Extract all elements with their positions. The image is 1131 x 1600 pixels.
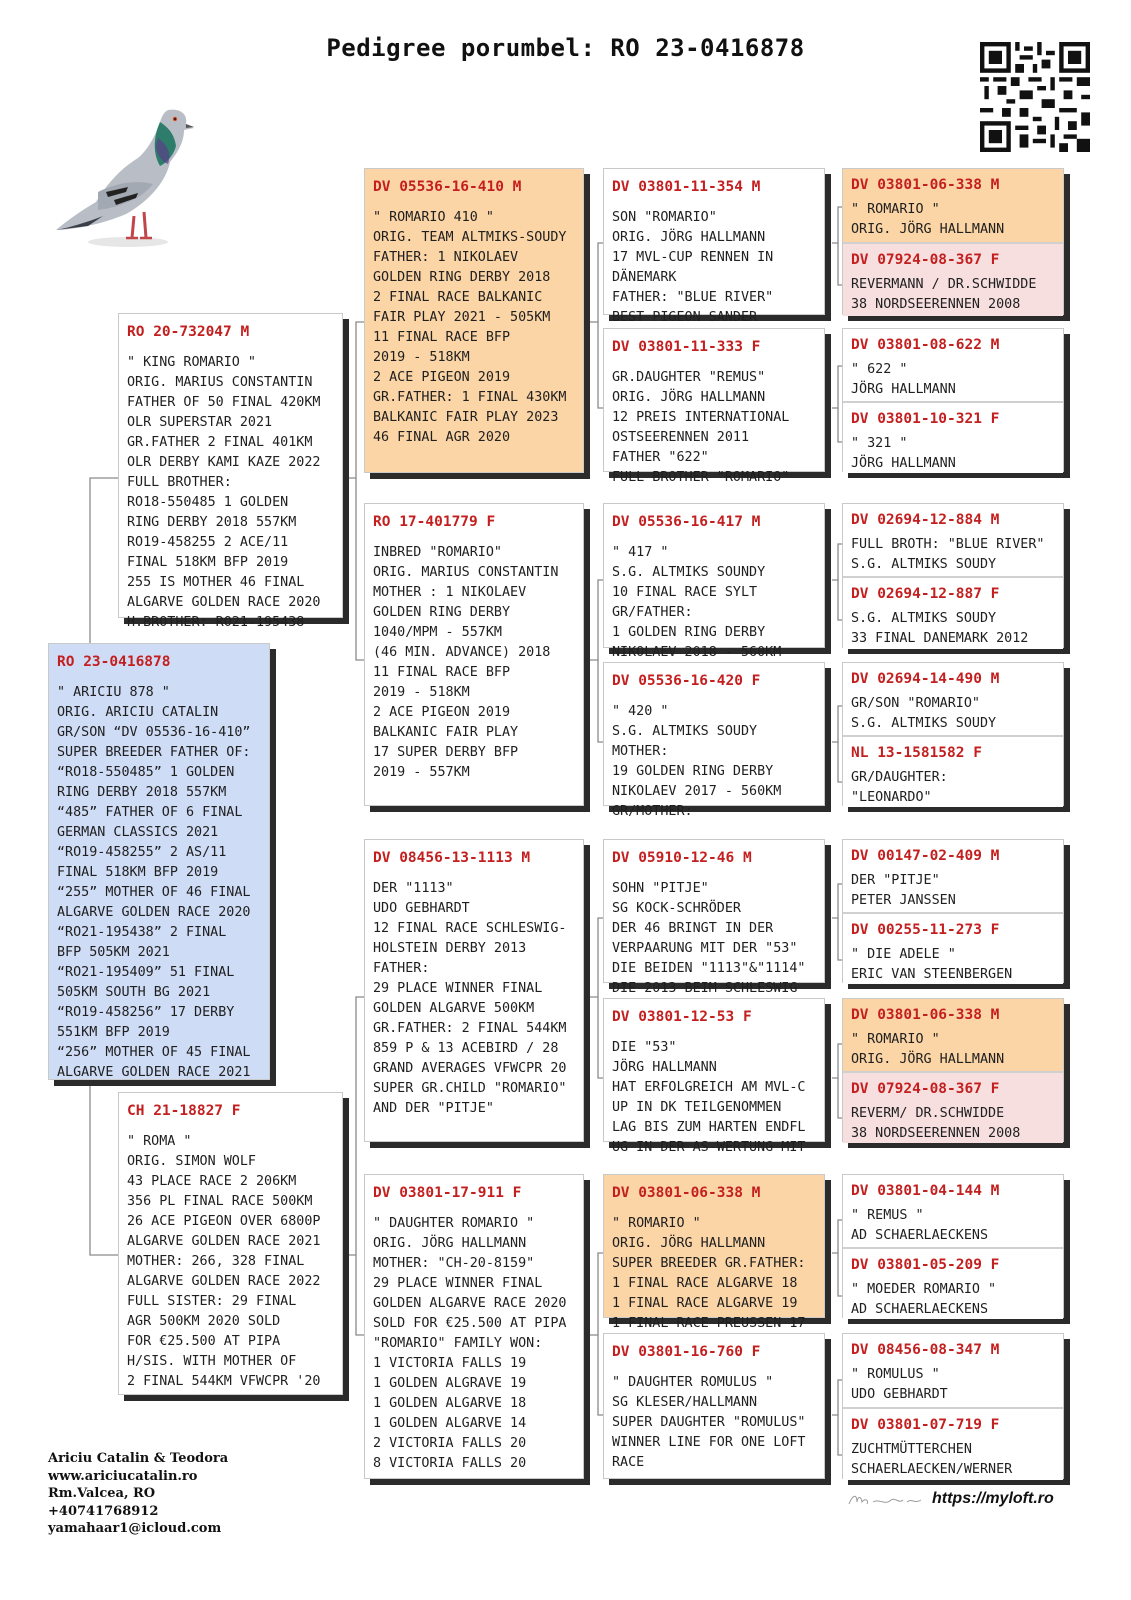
gen4-ring-number: DV 03801-06-338 M [851, 1007, 1000, 1023]
great-grandparent-ring-number: DV 05910-12-46 M [612, 850, 752, 866]
grandparent-card[interactable] [364, 503, 584, 806]
grandparent-info: DER "1113" UDO GEBHARDT 12 FINAL RACE SCHLESWIG- HOLSTEIN DERBY 2013 FATHER: 29 PLACE WINNER FINAL GOLDEN ALGARVE 500KM GR.FATHER: 2 FINAL 544KM 859 P & 13 ACEBIRD / 28 GRAND AVERAGES VFWCPR 20 SUPER GR.CHILD "ROMARIO" AND DER "PITJE" [373, 881, 567, 1116]
great-grandparent-ring-number: DV 03801-11-333 F [612, 339, 761, 355]
gen4-info: DER "PITJE" PETER JANSSEN [851, 873, 956, 908]
gen4-ring-number: DV 03801-06-338 M [851, 177, 1000, 193]
grandparent-ring-number: DV 08456-13-1113 M [373, 850, 531, 866]
gen4-pair-card[interactable] [842, 328, 1064, 472]
gen4-dam-entry[interactable] [843, 1073, 1063, 1143]
great-grandparent-card[interactable] [603, 1174, 825, 1331]
gen4-ring-number: DV 03801-07-719 F [851, 1417, 1000, 1433]
gen4-info: GR/SON "ROMARIO" S.G. ALTMIKS SOUDY [851, 696, 997, 731]
gen4-dam-entry[interactable] [843, 914, 1063, 984]
gen4-sire-entry[interactable] [843, 999, 1063, 1071]
gen4-dam-entry[interactable] [843, 737, 1063, 807]
gen4-info: ZUCHTMÜTTERCHEN SCHAERLAECKEN/WERNER [851, 1442, 1013, 1477]
gen4-pair-card[interactable] [842, 168, 1064, 315]
gen4-dam-entry[interactable] [843, 244, 1063, 316]
gen4-ring-number: DV 03801-10-321 F [851, 411, 1000, 427]
great-grandparent-card[interactable] [603, 839, 825, 996]
gen4-ring-number: DV 02694-14-490 M [851, 671, 1000, 687]
gen4-info: " ROMARIO " ORIG. JÖRG HALLMANN [851, 1032, 1005, 1067]
gen4-dam-entry[interactable] [843, 1409, 1063, 1480]
dam-ring-number: CH 21-18827 F [127, 1103, 241, 1119]
great-grandparent-info: " DAUGHTER ROMULUS " SG KLESER/HALLMANN SUPER DAUGHTER "ROMULUS" WINNER LINE FOR ONE LOFT RACE [612, 1375, 806, 1470]
subject-ring-number: RO 23-0416878 [57, 654, 171, 670]
dam-card[interactable] [118, 1092, 343, 1395]
great-grandparent-info: " ROMARIO " ORIG. JÖRG HALLMANN SUPER BREEDER GR.FATHER: 1 FINAL RACE ALGARVE 18 1 FINAL RACE ALGARVE 19 1 FINAL RACE PREUSSEN 17 [612, 1216, 806, 1331]
gen4-info: " DIE ADELE " ERIC VAN STEENBERGEN [851, 947, 1013, 982]
gen4-dam-entry[interactable] [843, 403, 1063, 473]
grandparent-ring-number: DV 03801-17-911 F [373, 1185, 522, 1201]
great-grandparent-card[interactable] [603, 168, 825, 325]
gen4-sire-entry[interactable] [843, 1334, 1063, 1407]
great-grandparent-ring-number: DV 03801-11-354 M [612, 179, 761, 195]
gen4-info: REVERMANN / DR.SCHWIDDE 38 NORDSEERENNEN 2008 [851, 277, 1037, 312]
breeder-email-link[interactable]: yamahaar1@icloud.com [48, 1521, 222, 1536]
sire-info: " KING ROMARIO " ORIG. MARIUS CONSTANTIN FATHER OF 50 FINAL 420KM OLR SUPERSTAR 2021 GR.FATHER 2 FINAL 401KM OLR DERBY KAMI KAZE 2022 FULL BROTHER: RO18-550485 1 GOLDEN RING DERBY 2018 557KM RO19-458255 2 ACE/11 FINAL 518KM BFP 2019 255 IS MOTHER 46 FINAL ALGARVE GOLDEN RACE 2020 H.BROTHER: RO21-195438 [127, 355, 321, 630]
breeder-name: Ariciu Catalin & Teodora [48, 1451, 229, 1466]
sire-card[interactable] [118, 313, 343, 630]
great-grandparent-ring-number: DV 03801-06-338 M [612, 1185, 761, 1201]
sire-ring-number: RO 20-732047 M [127, 324, 250, 340]
gen4-pair-card[interactable] [842, 1333, 1064, 1479]
breeder-phone[interactable]: +40741768912 [48, 1503, 159, 1519]
gen4-pair-card[interactable] [842, 839, 1064, 983]
gen4-ring-number: DV 02694-12-887 F [851, 586, 1000, 602]
great-grandparent-ring-number: DV 05536-16-417 M [612, 514, 761, 530]
myloft-signature-logo [845, 1488, 925, 1512]
great-grandparent-ring-number: DV 05536-16-420 F [612, 673, 761, 689]
gen4-ring-number: DV 03801-05-209 F [851, 1257, 1000, 1273]
gen4-info: GR/DAUGHTER: "LEONARDO" [851, 770, 948, 805]
great-grandparent-card[interactable] [603, 328, 825, 485]
dam-info: " ROMA " ORIG. SIMON WOLF 43 PLACE RACE 2 206KM 356 PL FINAL RACE 500KM 26 ACE PIGEON OVER 6800P ALGARVE GOLDEN RACE 2021 MOTHER: 266, 328 FINAL ALGARVE GOLDEN RACE 2022 FULL SISTER: 29 FINAL AGR 500KM 2020 SOLD FOR €25.500 AT PIPA H/SIS. WITH MOTHER OF 2 FINAL 544KM VFWCPR '20 [127, 1134, 321, 1389]
great-grandparent-card[interactable] [603, 503, 825, 660]
gen4-ring-number: DV 07924-08-367 F [851, 1081, 1000, 1097]
gen4-ring-number: DV 02694-12-884 M [851, 512, 1000, 528]
great-grandparent-ring-number: DV 03801-16-760 F [612, 1344, 761, 1360]
myloft-link[interactable]: https://myloft.ro [932, 1490, 1054, 1507]
breeder-contact [48, 1450, 228, 1538]
gen4-info: " REMUS " AD SCHAERLAECKENS [851, 1208, 989, 1243]
gen4-info: REVERM/ DR.SCHWIDDE 38 NORDSEERENNEN 2008 [851, 1106, 1021, 1141]
gen4-info: " ROMULUS " UDO GEBHARDT [851, 1367, 948, 1402]
great-grandparent-info: SOHN "PITJE" SG KOCK-SCHRÖDER DER 46 BRINGT IN DER VERPAARUNG MIT DER "53" DIE BEIDEN "1113"&"1114" DIE 2013 BEIM SCHLESWIG [612, 881, 806, 996]
gen4-sire-entry[interactable] [843, 329, 1063, 401]
gen4-pair-card[interactable] [842, 662, 1064, 806]
gen4-ring-number: NL 13-1581582 F [851, 745, 982, 761]
page-title: Pedigree porumbel: RO 23-0416878 [326, 34, 805, 62]
gen4-ring-number: DV 03801-08-622 M [851, 337, 1000, 353]
breeder-website-link[interactable]: www.ariciucatalin.ro [48, 1468, 198, 1484]
gen4-sire-entry[interactable] [843, 504, 1063, 576]
gen4-pair-card[interactable] [842, 998, 1064, 1142]
gen4-ring-number: DV 00255-11-273 F [851, 922, 1000, 938]
breeder-city: Rm.Valcea, RO [48, 1486, 156, 1501]
great-grandparent-info: " 420 " S.G. ALTMIKS SOUDY MOTHER: 19 GOLDEN RING DERBY NIKOLAEV 2017 - 560KM GR/MOTHER: [612, 704, 782, 819]
gen4-sire-entry[interactable] [843, 1175, 1063, 1247]
grandparent-ring-number: RO 17-401779 F [373, 514, 496, 530]
grandparent-info: " DAUGHTER ROMARIO " ORIG. JÖRG HALLMANN MOTHER: "CH-20-8159" 29 PLACE WINNER FINAL GOLDEN ALGARVE RACE 2020 SOLD FOR €25.500 AT PIPA "ROMARIO" FAMILY WON: 1 VICTORIA FALLS 19 1 GOLDEN ALGRAVE 19 1 GOLDEN ALGARVE 18 1 GOLDEN ALGARVE 14 2 VICTORIA FALLS 20 8 VICTORIA FALLS 20 [373, 1216, 567, 1471]
great-grandparent-ring-number: DV 03801-12-53 F [612, 1009, 752, 1025]
gen4-sire-entry[interactable] [843, 840, 1063, 912]
gen4-pair-card[interactable] [842, 503, 1064, 648]
great-grandparent-card[interactable] [603, 1333, 825, 1479]
gen4-info: S.G. ALTMIKS SOUDY 33 FINAL DANEMARK 2012 [851, 611, 1029, 646]
gen4-pair-card[interactable] [842, 1174, 1064, 1318]
great-grandparent-info: " 417 " S.G. ALTMIKS SOUNDY 10 FINAL RACE SYLT GR/FATHER: 1 GOLDEN RING DERBY NIKOLAEV 2018 - 560KM [612, 545, 782, 660]
great-grandparent-info: GR.DAUGHTER "REMUS" ORIG. JÖRG HALLMANN 12 PREIS INTERNATIONAL OSTSEERENNEN 2011 FATHER "622" FULL BROTHER "ROMARIO" [612, 370, 790, 485]
great-grandparent-info: DIE "53" JÖRG HALLMANN HAT ERFOLGREICH AM MVL-C UP IN DK TEILGENOMMEN LAG BIS ZUM HARTEN ENDFL UG IN DER AS-WERTUNG MIT [612, 1040, 806, 1155]
gen4-info: " 622 " JÖRG HALLMANN [851, 362, 956, 397]
gen4-sire-entry[interactable] [843, 663, 1063, 735]
great-grandparent-info: SON "ROMARIO" ORIG. JÖRG HALLMANN 17 MVL-CUP RENNEN IN DÄNEMARK FATHER: "BLUE RIVER" BEST PIGEON SANDER [612, 210, 774, 325]
gen4-info: FULL BROTH: "BLUE RIVER" S.G. ALTMIKS SOUDY [851, 537, 1045, 572]
grandparent-card[interactable] [364, 168, 584, 473]
grandparent-card[interactable] [364, 1174, 584, 1479]
gen4-info: " MOEDER ROMARIO " AD SCHAERLAECKENS [851, 1282, 997, 1317]
gen4-ring-number: DV 00147-02-409 M [851, 848, 1000, 864]
gen4-dam-entry[interactable] [843, 1249, 1063, 1319]
gen4-info: " 321 " JÖRG HALLMANN [851, 436, 956, 471]
gen4-ring-number: DV 03801-04-144 M [851, 1183, 1000, 1199]
subject-card[interactable] [48, 643, 270, 1080]
gen4-sire-entry[interactable] [843, 169, 1063, 242]
gen4-info: " ROMARIO " ORIG. JÖRG HALLMANN [851, 202, 1005, 237]
great-grandparent-card[interactable] [603, 662, 825, 819]
grandparent-info: INBRED "ROMARIO" ORIG. MARIUS CONSTANTIN MOTHER : 1 NIKOLAEV GOLDEN RING DERBY 1040/MPM - 557KM (46 MIN. ADVANCE) 2018 11 FINAL RACE BFP 2019 - 518KM 2 ACE PIGEON 2019 BALKANIC FAIR PLAY 17 SUPER DERBY BFP 2019 - 557KM [373, 545, 559, 780]
grandparent-card[interactable] [364, 839, 584, 1142]
gen4-ring-number: DV 07924-08-367 F [851, 252, 1000, 268]
grandparent-info: " ROMARIO 410 " ORIG. TEAM ALTMIKS-SOUDY FATHER: 1 NIKOLAEV GOLDEN RING DERBY 2018 2 FINAL RACE BALKANIC FAIR PLAY 2021 - 505KM 11 FINAL RACE BFP 2019 - 518KM 2 ACE PIGEON 2019 GR.FATHER: 1 FINAL 430KM BALKANIC FAIR PLAY 2023 46 FINAL AGR 2020 [373, 210, 567, 445]
gen4-ring-number: DV 08456-08-347 M [851, 1342, 1000, 1358]
gen4-dam-entry[interactable] [843, 578, 1063, 649]
great-grandparent-card[interactable] [603, 998, 825, 1155]
subject-info: " ARICIU 878 " ORIG. ARICIU CATALIN GR/SON “DV 05536-16-410” SUPER BREEDER FATHER OF: “RO18-550485” 1 GOLDEN RING DERBY 2018 557KM “485” FATHER OF 6 FINAL GERMAN CLASSICS 2021 “RO19-458255” 2 AS/11 FINAL 518KM BFP 2019 “255” MOTHER OF 46 FINAL ALGARVE GOLDEN RACE 2020 “RO21-195438” 2 FINAL BFP 505KM 2021 “RO21-195409” 51 FINAL 505KM SOUTH BG 2021 “RO19-458256” 17 DERBY 551KM BFP 2019 “256” MOTHER OF 45 FINAL ALGARVE GOLDEN RACE 2021 [57, 685, 251, 1080]
grandparent-ring-number: DV 05536-16-410 M [373, 179, 522, 195]
